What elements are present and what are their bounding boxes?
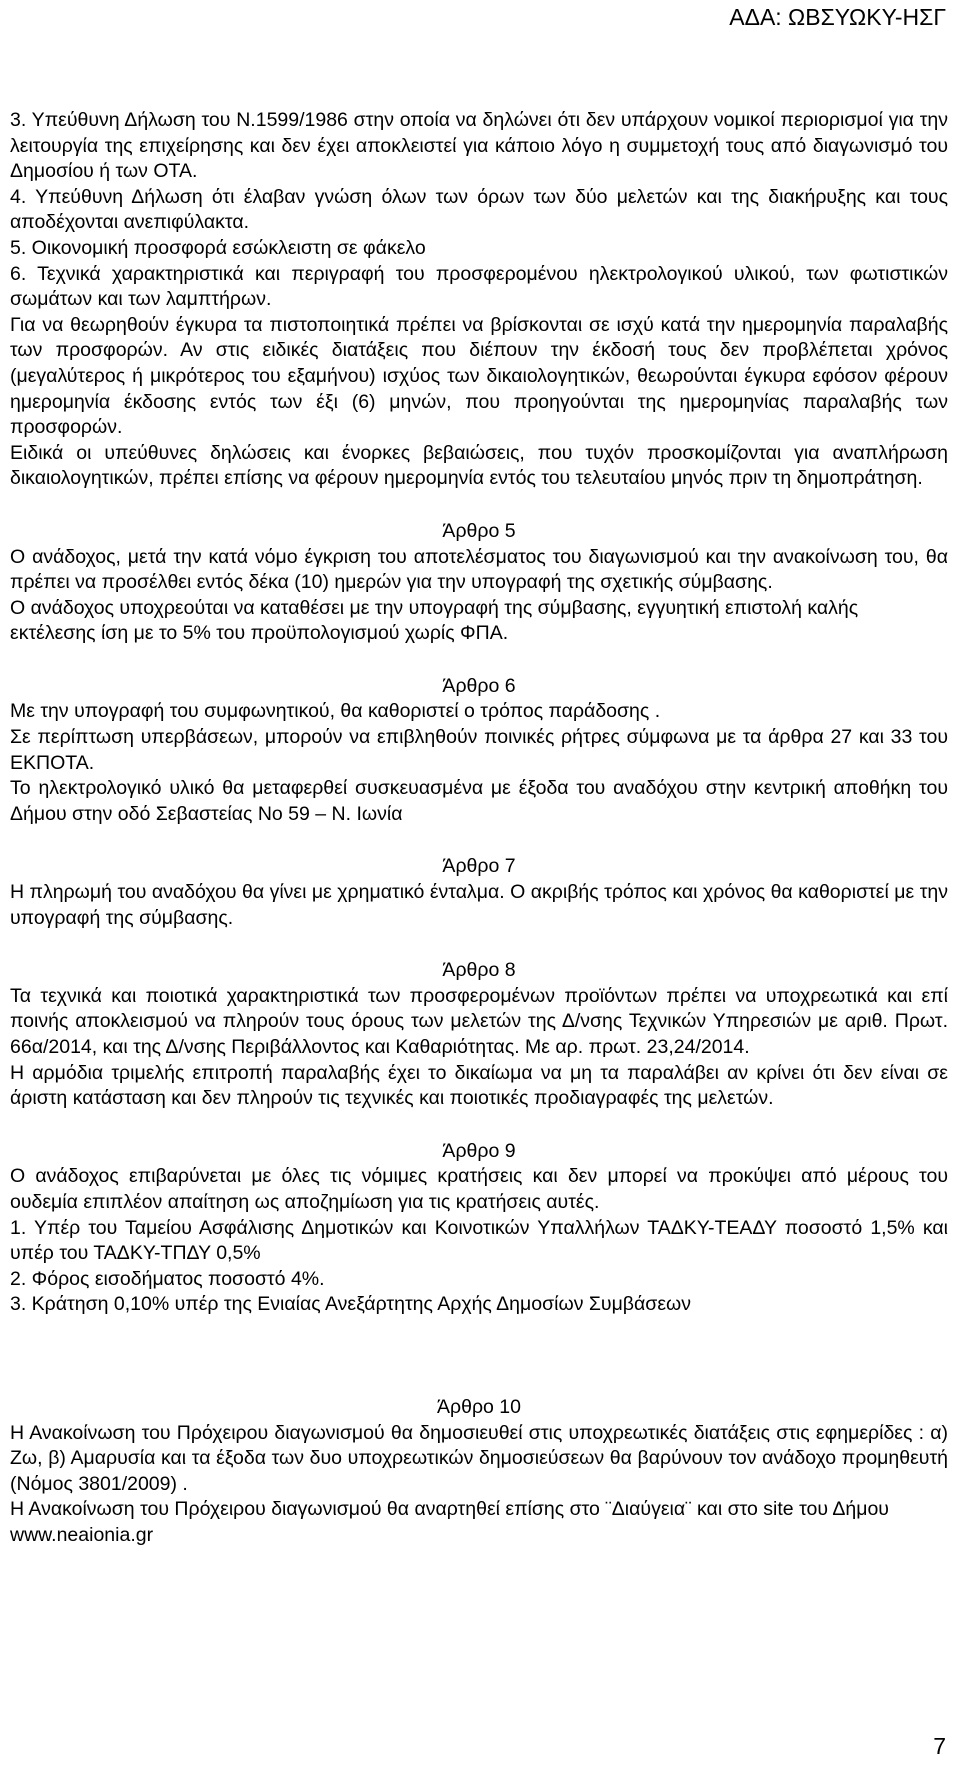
article-10-title: Άρθρο 10	[437, 1395, 521, 1418]
list-item-6: 6. Τεχνικά χαρακτηριστικά και περιγραφή του προσφερομένου ηλεκτρολογικού υλικού, των φωτιστικών σωμάτων και των λαμπτήρων.	[10, 262, 948, 311]
article-5-paragraph: Ο ανάδοχος υποχρεούται να καταθέσει με την υπογραφή της σύμβασης, εγγυητική επιστολή καλής	[10, 596, 859, 619]
article-9-list-item: 2. Φόρος εισοδήματος ποσοστό 4%.	[10, 1267, 325, 1290]
article-6-title: Άρθρο 6	[442, 674, 516, 697]
article-5-paragraph: Ο ανάδοχος, μετά την κατά νόμο έγκριση του αποτελέσματος του διαγωνισμού και την ανακοίνωση του, θα πρέπει να προσέλθει εντός δέκα (10) ημερών για την υπογραφή της σχετικής σύμβασης.	[10, 545, 948, 594]
article-5-title: Άρθρο 5	[442, 519, 516, 542]
article-9-paragraph: Ο ανάδοχος επιβαρύνεται με όλες τις νόμιμες κρατήσεις και δεν μπορεί να προκύψει από μέρους του ουδεμία επιπλέον απαίτηση ως αποζημίωση για τις κρατήσεις αυτές.	[10, 1165, 948, 1213]
article-5-paragraph: εκτέλεσης ίση με το 5% του προϋπολογισμού χωρίς ΦΠΑ.	[10, 622, 509, 645]
list-item-5: 5. Οικονομική προσφορά εσώκλειστη σε φάκελο	[10, 236, 426, 259]
document-body	[10, 108, 948, 1549]
article-10-paragraph: Η Ανακοίνωση του Πρόχειρου διαγωνισμού θα δημοσιευθεί στις υποχρεωτικές διατάξεις στις εφημερίδες : α) Ζω, β) Αμαρυσία και τα έξοδα των δυο υποχρεωτικών δημοσιεύσεων θα βαρύνουν τον ανάδοχο προμηθευτή (Νόμος 3801/2009) .	[10, 1421, 948, 1495]
article-6-paragraph: Με την υπογραφή του συμφωνητικού, θα καθοριστεί ο τρόπος παράδοσης .	[10, 700, 661, 723]
article-10-paragraph: Η Ανακοίνωση του Πρόχειρου διαγωνισμού θα αναρτηθεί επίσης στο ¨Διαύγεια¨ και στο site του Δήμου www.neaionia.gr	[10, 1498, 889, 1546]
declarations-paragraph: Ειδικά οι υπεύθυνες δηλώσεις και ένορκες βεβαιώσεις, που τυχόν προσκομίζονται για αναπλήρωση δικαιολογητικών, πρέπει επίσης να φέρουν ημερομηνία εντός του τελευταίου μηνός πριν τη δημοπράτηση.	[10, 441, 948, 490]
list-item-3: 3. Υπεύθυνη Δήλωση του Ν.1599/1986 στην οποία να δηλώνει ότι δεν υπάρχουν νομικοί περιορισμοί για την λειτουργία της επιχείρησης και δεν έχει αποκλειστεί για κάποιο λόγο η συμμετοχή τους από διαγωνισμό του Δημοσίου ή των ΟΤΑ.	[10, 109, 948, 183]
page-number: 7	[933, 1733, 946, 1759]
article-6-paragraph: Το ηλεκτρολογικό υλικό θα μεταφερθεί συσκευασμένα με έξοδα του αναδόχου στην κεντρική αποθήκη του Δήμου στην οδό Σεβαστείας Νο 59 – Ν. Ιωνία	[10, 777, 948, 825]
article-6-paragraph: Σε περίπτωση υπερβάσεων, μπορούν να επιβληθούν ποινικές ρήτρες σύμφωνα με τα άρθρα 27 και 33 του ΕΚΠΟΤΑ.	[10, 726, 948, 774]
validity-paragraph: Για να θεωρηθούν έγκυρα τα πιστοποιητικά πρέπει να βρίσκονται σε ισχύ κατά την ημερομηνία παραλαβής των προσφορών. Αν στις ειδικές διατάξεις που διέπουν την έκδοσή τους δεν προβλέπεται χρόνος (μεγαλύτερος ή μικρότερος του εξαμήνου) ισχύος των δικαιολογητικών, θεωρούνται έγκυρα εφόσον φέρουν ημερομηνία έκδοσης εντός των έξι (6) μηνών, που προηγούνται της ημερομηνίας παραλαβής των προσφορών.	[10, 313, 948, 439]
article-7-paragraph: Η πληρωμή του αναδόχου θα γίνει με χρηματικό ένταλμα. Ο ακριβής τρόπος και χρόνος θα καθοριστεί με την υπογραφή της σύμβασης.	[10, 881, 948, 929]
article-8-paragraph: Τα τεχνικά και ποιοτικά χαρακτηριστικά των προσφερομένων προϊόντων πρέπει να υποχρεωτικά και επί ποινής αποκλεισμού να πληρούν τους όρους των μελετών της Δ/νσης Τεχνικών Υπηρεσιών με αριθ. Πρωτ. 66α/2014, και της Δ/νσης Περιβάλλοντος και Καθαριότητας. Με αρ. πρωτ. 23,24/2014.	[10, 984, 948, 1058]
article-9-list-item: 1. Υπέρ του Ταμείου Ασφάλισης Δημοτικών και Κοινοτικών Υπαλλήλων ΤΑΔΚΥ-ΤΕΑΔΥ ποσοστό 1,5% και υπέρ του ΤΑΔΚΥ-ΤΠΔΥ 0,5%	[10, 1216, 948, 1265]
ada-header: ΑΔΑ: ΩΒΣΥΩΚΥ-ΗΣΓ	[729, 4, 946, 30]
list-item-4: 4. Υπεύθυνη Δήλωση ότι έλαβαν γνώση όλων των όρων των δύο μελετών και της διακήρυξης και τους αποδέχονται ανεπιφύλακτα.	[10, 185, 948, 234]
article-9-list-item: 3. Κράτηση 0,10% υπέρ της Ενιαίας Ανεξάρτητης Αρχής Δημοσίων Συμβάσεων	[10, 1293, 692, 1316]
article-9-title: Άρθρο 9	[442, 1139, 516, 1162]
article-8-title: Άρθρο 8	[442, 959, 516, 982]
article-8-paragraph: Η αρμόδια τριμελής επιτροπή παραλαβής έχει το δικαίωμα να μη τα παραλάβει αν κρίνει ότι δεν είναι σε άριστη κατάσταση και δεν πληρούν τις τεχνικές και ποιοτικές προδιαγραφές της μελετών.	[10, 1061, 948, 1110]
article-7-title: Άρθρο 7	[442, 855, 516, 878]
